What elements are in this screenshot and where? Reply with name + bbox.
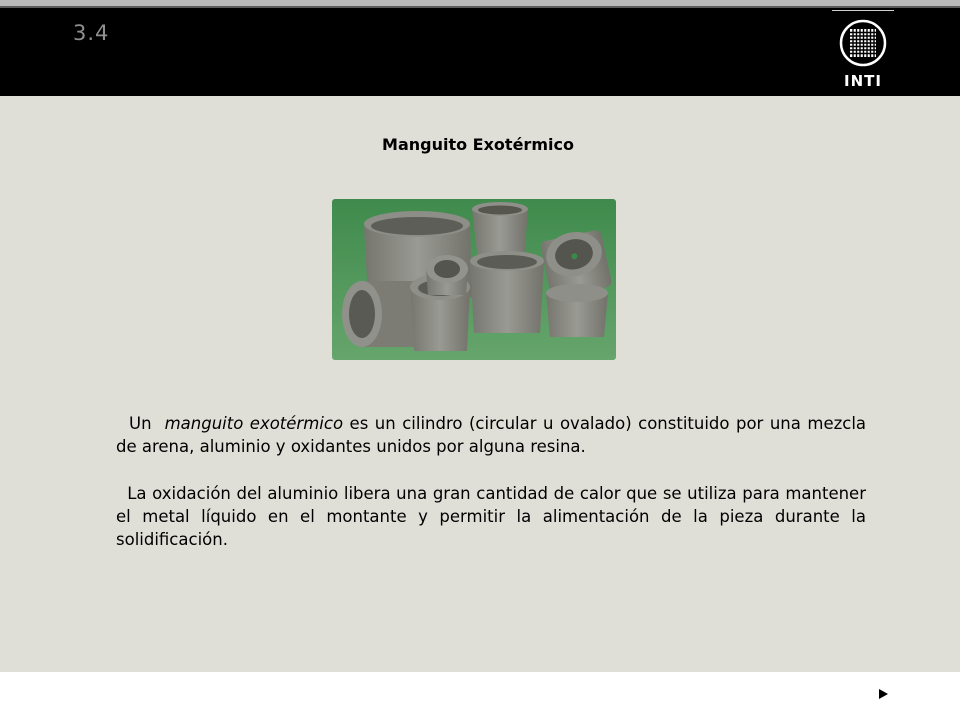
exothermic-sleeves-photo <box>332 199 616 360</box>
slide-title: Manguito Exotérmico <box>382 135 574 154</box>
logo-divider <box>832 10 894 11</box>
header-rule <box>0 6 960 8</box>
paragraph-oxidation <box>116 482 866 551</box>
sleeves-illustration <box>332 199 616 360</box>
play-next-icon[interactable] <box>879 689 888 699</box>
paragraph-1-lead: Un <box>129 414 159 433</box>
inti-logo <box>830 10 896 96</box>
paragraph-1-rest: es un cilindro (circular u ovalado) constituido por una mezcla de arena, aluminio y oxidantes unidos por alguna resina. <box>116 414 867 456</box>
logo-text: INTI <box>844 72 882 90</box>
paragraph-2-text: La oxidación del aluminio libera una gran cantidad de calor que se utiliza para mantener el metal líquido en el montante y permitir la alimentación de la pieza durante la solidificación. <box>116 484 866 549</box>
slide-content <box>0 96 960 672</box>
header-bar <box>0 6 960 96</box>
paragraph-definition <box>116 412 866 458</box>
paragraph-1-term: manguito exotérmico <box>164 414 344 433</box>
section-number: 3.4 <box>73 21 110 45</box>
inti-grid-logo-icon <box>839 18 887 68</box>
footer-bar <box>0 672 960 720</box>
